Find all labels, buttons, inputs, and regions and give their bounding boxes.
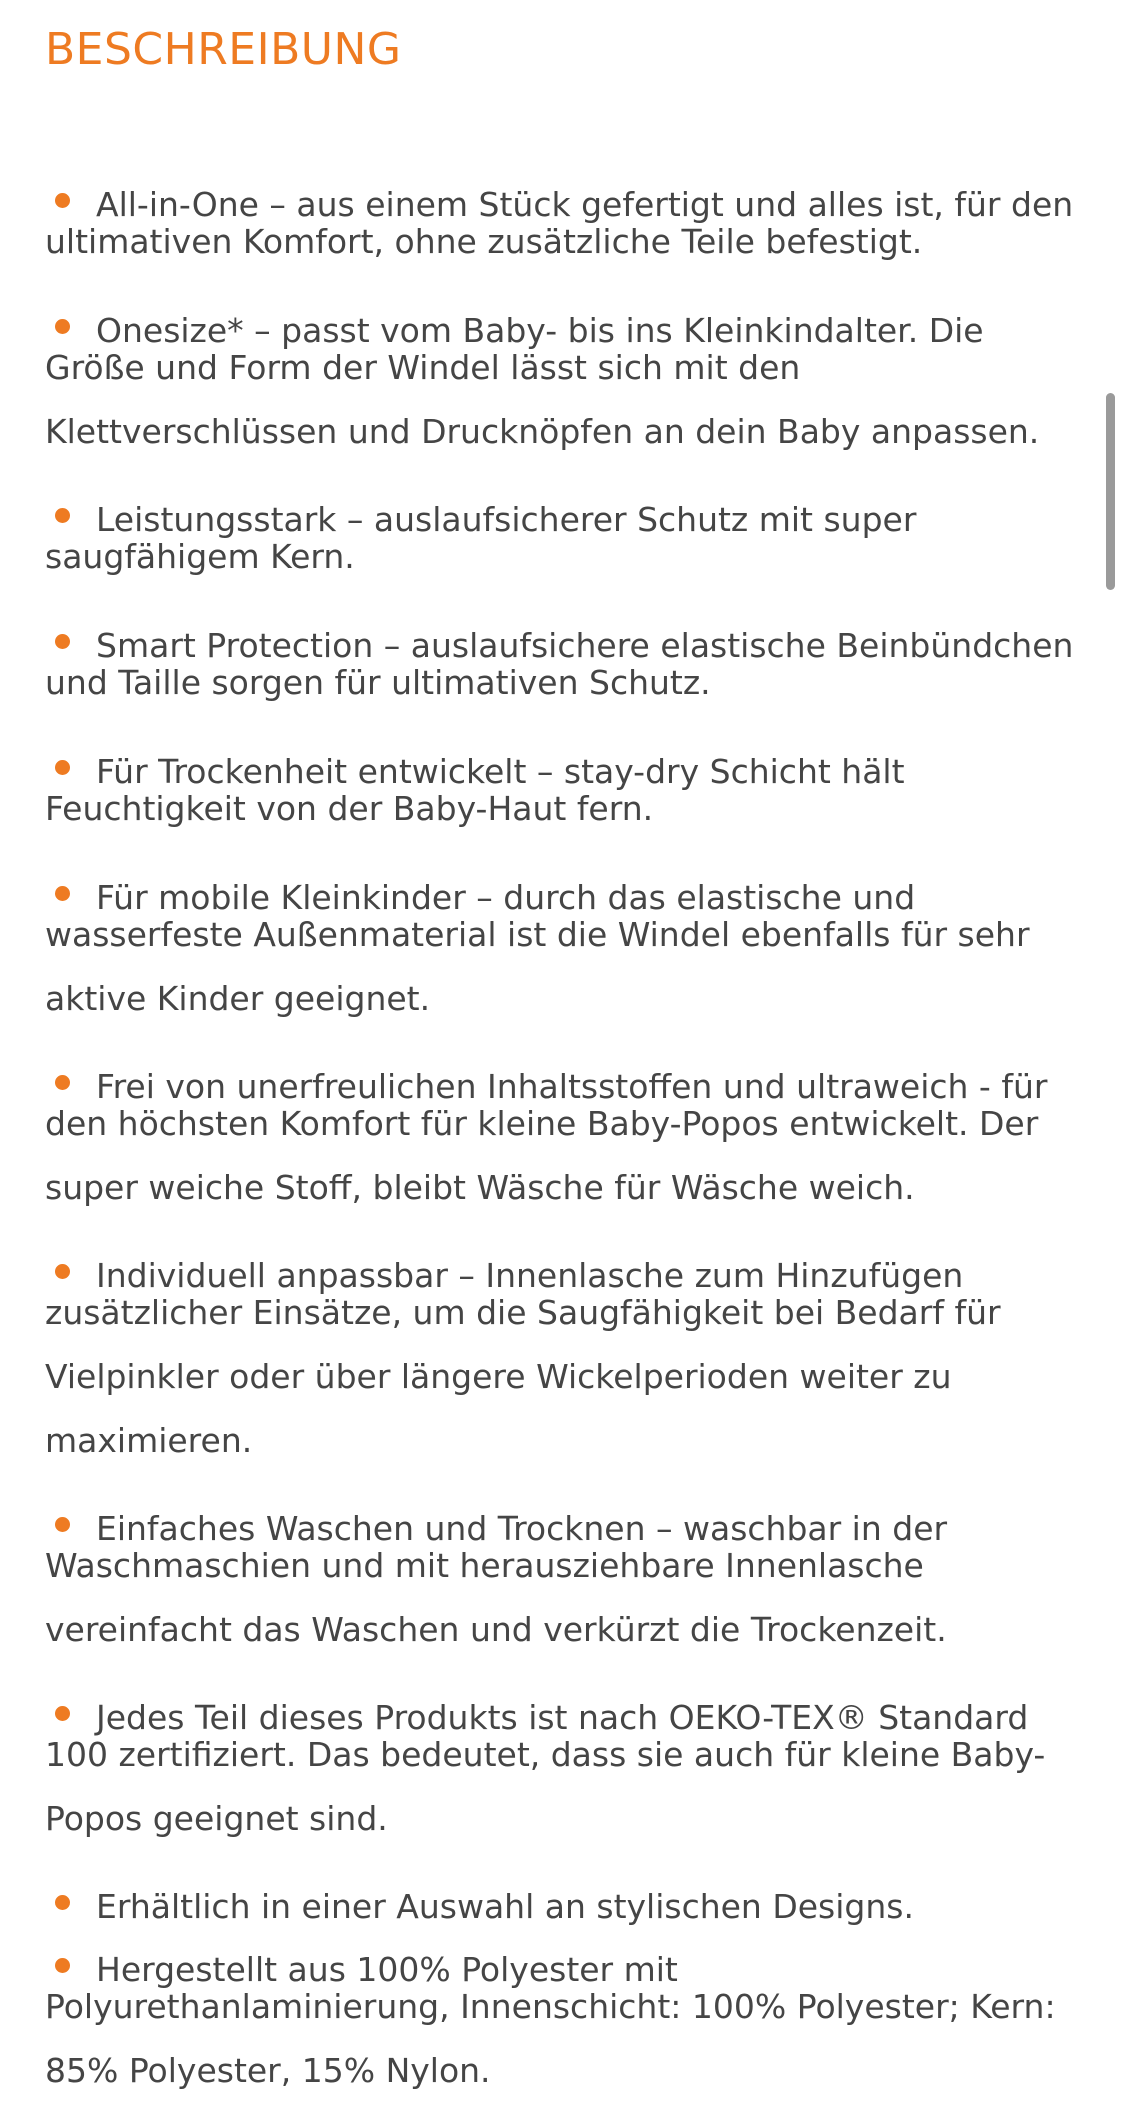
list-item (45, 879, 1085, 1017)
list-item-text: Für Trockenheit entwickelt – stay-dry Schicht hält (96, 752, 905, 791)
bullet-icon (55, 1706, 70, 1721)
list-item-text: Für mobile Kleinkinder – durch das elastische und (96, 878, 916, 917)
bullet-icon (55, 1958, 70, 1973)
list-item-text: Erhältlich in einer Auswahl an stylischen Designs. (96, 1887, 914, 1926)
bullet-icon (55, 886, 70, 901)
list-item-text: Leistungsstark – auslaufsicherer Schutz mit super (96, 500, 917, 539)
list-item-text: Waschmaschien und mit herausziehbare Innenlasche (45, 1546, 924, 1585)
list-item (45, 186, 1085, 260)
section-title: BESCHREIBUNG (45, 24, 402, 75)
list-item-text: All-in-One – aus einem Stück gefertigt und alles ist, für den (96, 185, 1074, 224)
list-item-text: aktive Kinder geeignet. (45, 979, 431, 1018)
list-item-text: Einfaches Waschen und Trocknen – waschbar in der (96, 1509, 948, 1548)
list-item-text: Frei von unerfreulichen Inhaltsstoffen und ultraweich - für (96, 1067, 1048, 1106)
list-item (45, 1257, 1085, 1459)
list-item-text: ultimativen Komfort, ohne zusätzliche Teile befestigt. (45, 222, 923, 261)
list-item-text: Klettverschlüssen und Drucknöpfen an dein Baby anpassen. (45, 412, 1040, 451)
list-item-text: 100 zertifiziert. Das bedeutet, dass sie auch für kleine Baby- (45, 1735, 1046, 1774)
bullet-icon (55, 1517, 70, 1532)
list-item-text: 85% Polyester, 15% Nylon. (45, 2051, 491, 2090)
list-item (45, 627, 1085, 701)
list-item-text: den höchsten Komfort für kleine Baby-Popos entwickelt. Der (45, 1104, 1039, 1143)
list-item-text: Vielpinkler oder über längere Wickelperioden weiter zu (45, 1357, 952, 1396)
bullet-icon (55, 1895, 70, 1910)
list-item (45, 1888, 1085, 1925)
list-item-text: Individuell anpassbar – Innenlasche zum Hinzufügen (96, 1256, 964, 1295)
list-item-text: saugfähigem Kern. (45, 537, 355, 576)
list-item-text: wasserfeste Außenmaterial ist die Windel ebenfalls für sehr (45, 915, 1030, 954)
list-item-text: Größe und Form der Windel lässt sich mit den (45, 348, 801, 387)
list-item-text: Popos geeignet sind. (45, 1799, 388, 1838)
list-item-text: super weiche Stoff, bleibt Wäsche für Wäsche weich. (45, 1168, 915, 1207)
list-item-text: maximieren. (45, 1421, 253, 1460)
bullet-icon (55, 508, 70, 523)
list-item-text: Onesize* – passt vom Baby- bis ins Kleinkindalter. Die (96, 311, 984, 350)
list-item-text: vereinfacht das Waschen und verkürzt die Trockenzeit. (45, 1610, 947, 1649)
list-item-text: Smart Protection – auslaufsichere elastische Beinbündchen (96, 626, 1074, 665)
list-item (45, 1068, 1085, 1206)
bullet-icon (55, 193, 70, 208)
scrollbar-thumb[interactable] (1106, 393, 1115, 590)
bullet-icon (55, 634, 70, 649)
list-item-text: und Taille sorgen für ultimativen Schutz. (45, 663, 711, 702)
bullet-icon (55, 760, 70, 775)
bullet-icon (55, 319, 70, 334)
list-item-text: Hergestellt aus 100% Polyester mit (96, 1950, 678, 1989)
list-item-text: Jedes Teil dieses Produkts ist nach OEKO-TEX® Standard (96, 1698, 1029, 1737)
list-item (45, 753, 1085, 827)
list-item (45, 1699, 1085, 1837)
list-item (45, 1951, 1085, 2089)
list-item-text: Feuchtigkeit von der Baby-Haut fern. (45, 789, 654, 828)
bullet-icon (55, 1075, 70, 1090)
bullet-icon (55, 1264, 70, 1279)
list-item (45, 501, 1085, 575)
list-item-text: Polyurethanlaminierung, Innenschicht: 100% Polyester; Kern: (45, 1987, 1056, 2026)
list-item (45, 312, 1085, 450)
list-item-text: zusätzlicher Einsätze, um die Saugfähigkeit bei Bedarf für (45, 1293, 1001, 1332)
list-item (45, 1510, 1085, 1648)
